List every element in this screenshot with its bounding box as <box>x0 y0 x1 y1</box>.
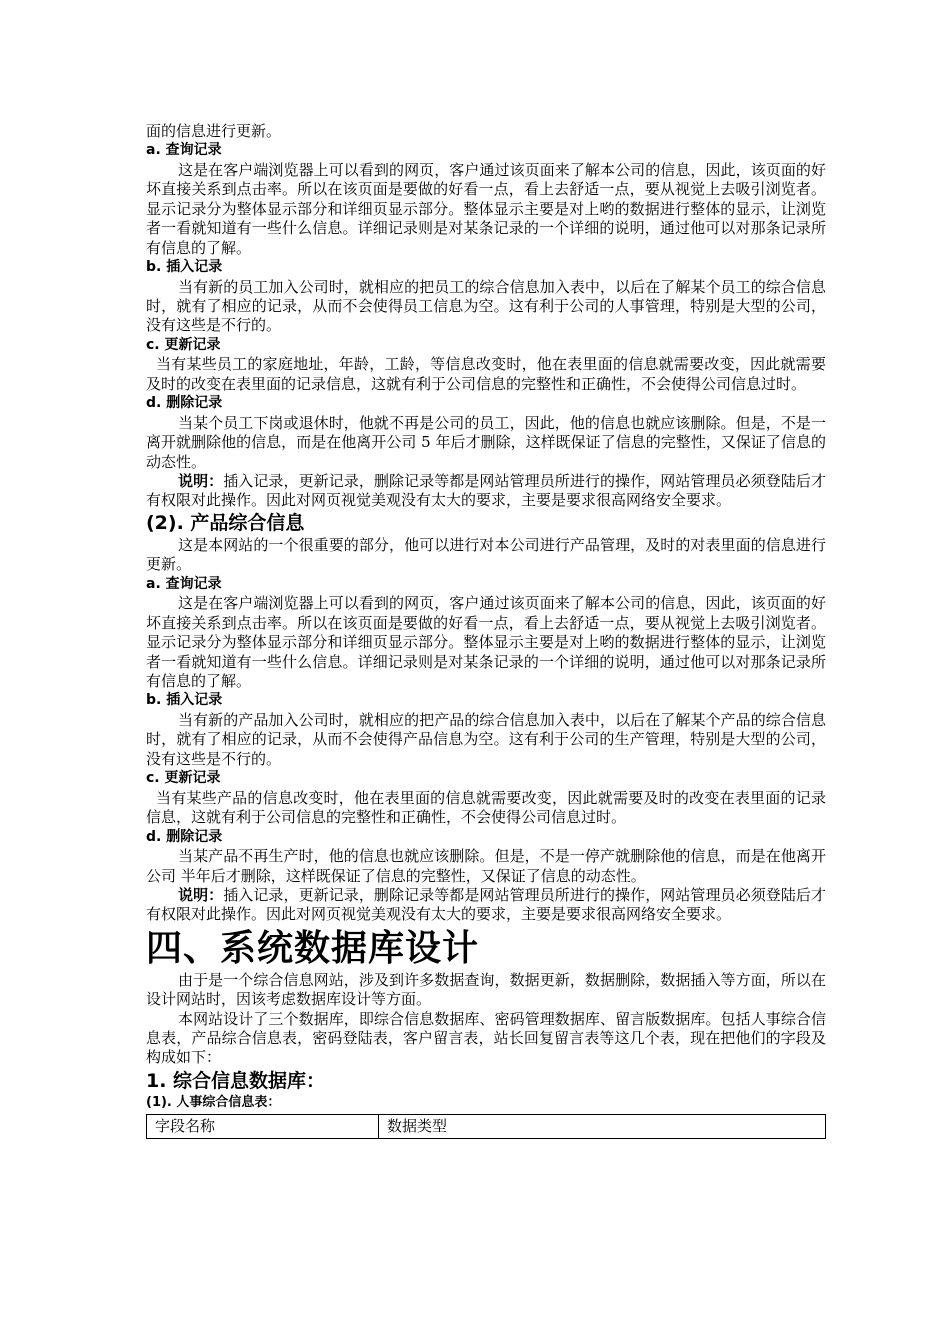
staff-insert-text: 当有新的员工加入公司时，就相应的把员工的综合信息加入表中，以后在了解某个员工的综合信息时，就有了相应的记录，从而不会使得员工信息为空。这有利于公司的人事管理，特别是大型的公司，没有这些是不行的。 <box>146 277 826 335</box>
table-row <box>147 1114 826 1138</box>
product-query-text: 这是在客户端浏览器上可以看到的网页，客户通过该页面来了解本公司的信息，因此，该页面的好坏直接关系到点击率。所以在该页面是要做的好看一点，看上去舒适一点，要从视觉上去吸引浏览者。显示记录分为整体显示部分和详细页显示部分。整体显示主要是对上哟的数据进行整体的显示，让浏览者一看就知道有一些什么信息。详细记录则是对某条记录的一个详细的说明，通过他可以对那条记录所有信息的了解。 <box>146 594 826 690</box>
table-header-cell: 字段名称 <box>147 1114 379 1138</box>
product-delete-text: 当某产品不再生产时，他的信息也就应该删除。但是，不是一停产就删除他的信息，而是在他离开公司 半年后才删除，这样既保证了信息的完整性，又保证了信息的动态性。 <box>146 847 826 885</box>
staff-update-text: 当有某些员工的家庭地址，年龄，工龄，等信息改变时，他在表里面的信息就需要改变，因此就需要及时的改变在表里面的记录信息，这就有利于公司信息的完整性和正确性，不会使得公司信息过时。 <box>146 355 826 393</box>
staff-note-text: 插入记录，更新记录，删除记录等都是网站管理员所进行的操作，网站管理员必须登陆后才有权限对此操作。因此对网页视觉美观没有太大的要求，主要是要求很高网络安全要求。 <box>146 472 826 510</box>
table-header-cell: 数据类型 <box>379 1114 826 1138</box>
product-note <box>146 886 826 925</box>
staff-query-text: 这是在客户端浏览器上可以看到的网页，客户通过该页面来了解本公司的信息，因此，该页面的好坏直接关系到点击率。所以在该页面是要做的好看一点，看上去舒适一点，要从视觉上去吸引浏览者。显示记录分为整体显示部分和详细页显示部分。整体显示主要是对上哟的数据进行整体的显示，让浏览者一看就知道有一些什么信息。详细记录则是对某条记录的一个详细的说明，通过他可以对那条记录所有信息的了解。 <box>146 161 826 257</box>
db-para-2: 本网站设计了三个数据库，即综合信息数据库、密码管理数据库、留言版数据库。包括人事综合信息表，产品综合信息表，密码登陆表，客户留言表，站长回复留言表等这几个表，现在把他们的字段及构成如下： <box>146 1009 826 1067</box>
product-query-heading: a. 查询记录 <box>146 575 222 592</box>
product-note-text: 插入记录，更新记录，删除记录等都是网站管理员所进行的操作，网站管理员必须登陆后才有权限对此操作。因此对网页视觉美观没有太大的要求，主要是要求很高网络安全要求。 <box>146 885 826 924</box>
staff-update-heading: c. 更新记录 <box>146 336 221 353</box>
fields-table <box>146 1114 826 1139</box>
staff-insert-heading: b. 插入记录 <box>146 259 223 276</box>
staff-note <box>146 472 826 511</box>
product-insert-text: 当有新的产品加入公司时，就相应的把产品的综合信息加入表中，以后在了解某个产品的综合信息时，就有了相应的记录，从而不会使得产品信息为空。这有利于公司的生产管理，特别是大型的公司，没有这些是不行的。 <box>146 710 826 768</box>
intro-tail: 面的信息进行更新。 <box>146 122 282 140</box>
product-heading: (2). 产品综合信息 <box>146 511 305 534</box>
product-note-label: 说明： <box>178 885 224 904</box>
product-update-heading: c. 更新记录 <box>146 770 221 787</box>
product-update-text: 当有某些产品的信息改变时，他在表里面的信息就需要改变，因此就需要及时的改变在表里面的记录信息，这就有利于公司信息的完整性和正确性，不会使得公司信息过时。 <box>146 788 826 827</box>
staff-delete-heading: d. 删除记录 <box>146 395 223 412</box>
db-heading: 四、系统数据库设计 <box>146 926 480 969</box>
product-delete-heading: d. 删除记录 <box>146 828 223 845</box>
staff-note-label: 说明： <box>178 472 224 491</box>
product-intro: 这是本网站的一个很重要的部分，他可以进行对本公司进行产品管理，及时的对表里面的信息进行更新。 <box>146 535 826 574</box>
document-page <box>146 122 826 1139</box>
table-heading: (1). 人事综合信息表： <box>146 1094 281 1110</box>
db-para-1: 由于是一个综合信息网站，涉及到许多数据查询，数据更新，数据删除，数据插入等方面，所以在设计网站时，因该考虑数据库设计等方面。 <box>146 970 826 1009</box>
staff-query-heading: a. 查询记录 <box>146 142 222 159</box>
staff-delete-text: 当某个员工下岗或退休时，他就不再是公司的员工，因此，他的信息也就应该删除。但是，不是一离开就删除他的信息，而是在他离开公司 5 年后才删除，这样既保证了信息的完整性，又保证了信息的动态性。 <box>146 413 826 471</box>
db-sub-heading: 1. 综合信息数据库： <box>146 1069 326 1092</box>
product-insert-heading: b. 插入记录 <box>146 692 223 709</box>
